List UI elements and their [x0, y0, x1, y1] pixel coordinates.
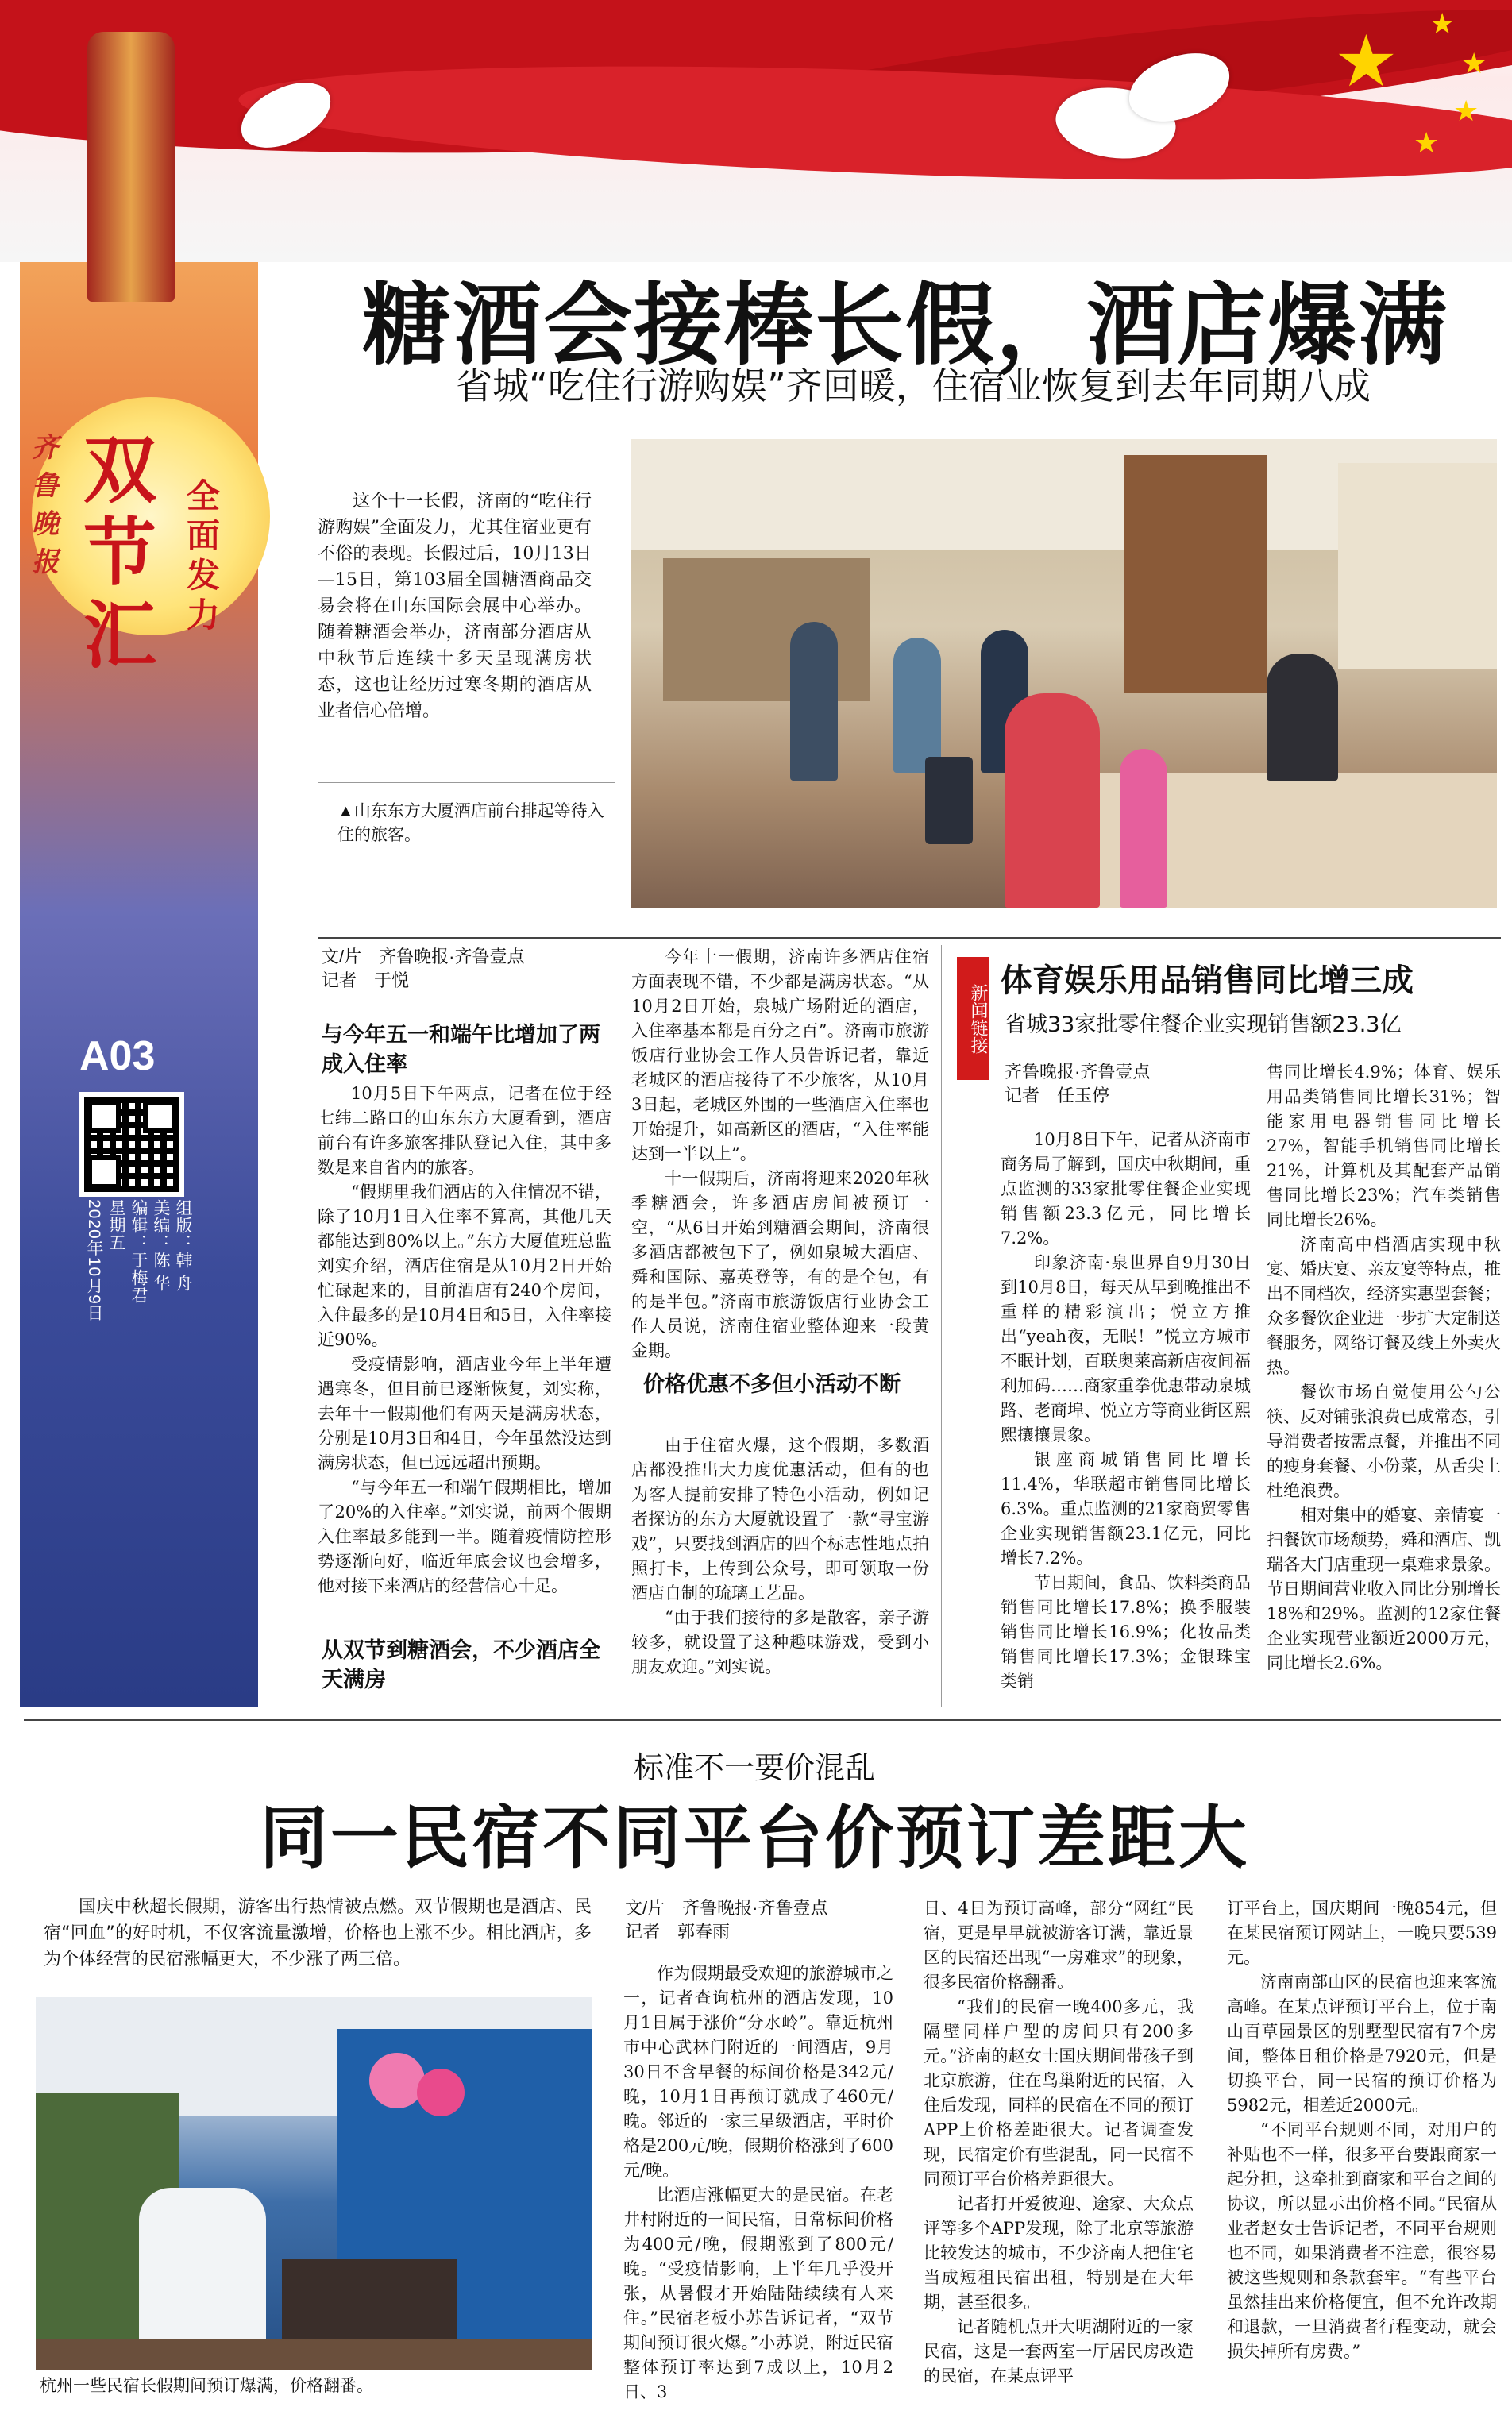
paragraph: 比酒店涨幅更大的是民宿。在老井村附近的一间民宿，日常标间价格为400元/晚，假期涨到了800元/晚。“受疫情影响，上半年几乎没开张，从暑假才开始陆陆续续有人来住。”民宿老板小苏告诉记者，“双节期间预订很火爆。”小苏说，附近民宿整体预订率达到7成以上，10月2日、3 [623, 2185, 893, 2401]
paragraph: 作为假期最受欢迎的旅游城市之一，记者查询杭州的酒店发现，10月1日属于涨价“分水岭”。靠近杭州市中心武林门附近的一间酒店，9月30日不含早餐的标间价格是342元/晚，10月1日再预订就成了460元/晚。邻近的一家三星级酒店，平时价格是200元/晚，假期价格涨到了600元/晚。 [623, 1964, 893, 2180]
story2-colA [1001, 1128, 1251, 1694]
flag-star-icon: ★ [1334, 20, 1398, 103]
column-divider [941, 945, 942, 1707]
hotel-lobby-photo [631, 439, 1497, 908]
story3-colA [623, 1961, 893, 2405]
byline-source: 文/片 齐鲁晚报·齐鲁壹点 [322, 947, 525, 966]
section-divider [24, 1719, 1501, 1721]
qr-code-icon[interactable] [79, 1092, 184, 1197]
story2-subheadline: 省城33家批零住餐企业实现销售额23.3亿 [1005, 1013, 1402, 1037]
credit-editor: 编辑：于梅君 [129, 1199, 148, 1304]
paragraph: 相对集中的婚宴、亲情宴一扫餐饮市场颓势，舜和酒店、凯瑞各大门店重现一桌难求景象。节日期间营业收入同比分别增长18%和29%。监测的12家住餐企业实现营业额近2000万元，同比增长2.6%。 [1267, 1506, 1501, 1672]
paragraph: 济南高中档酒店实现中秋宴、婚庆宴、亲友宴等特点，推出不同档次，经济实惠型套餐；众多餐饮企业进一步扩大定制送餐服务，网络订餐及线上外卖火热。 [1267, 1235, 1501, 1377]
intro-paragraph: 国庆中秋超长假期，游客出行热情被点燃。双节假期也是酒店、民宿“回血”的好时机，不仅客流量激增，价格也上涨不少。相比酒店，多为个体经营的民宿涨幅更大，不少涨了两三倍。 [44, 1897, 592, 1969]
photo-caption: 杭州一些民宿长假期间预订爆满，价格翻番。 [40, 2377, 373, 2395]
photo-caption: ▲山东东方大厦酒店前台排起等待入住的旅客。 [338, 802, 604, 844]
paragraph: “由于我们接待的多是散客，亲子游较多，就设置了这种趣味游戏，受到小朋友欢迎。”刘实说。 [631, 1608, 929, 1676]
paragraph: 售同比增长4.9%；体育、娱乐用品类销售同比增长31%；智能家用电器销售同比增长27%，智能手机销售同比增长21%，计算机及其配套产品销售同比增长23%；汽车类销售同比增长26%。 [1267, 1063, 1501, 1229]
lead-paragraph: 这个十一长假，济南的“吃住行游购娱”全面发力，尤其住宿业更有不俗的表现。长假过后，10月13日—15日，第103届全国糖酒商品交易会将在山东国际会展中心举办。随着糖酒会举办，济南部分酒店从中秋节后连续十多天呈现满房状态，这也让经历过寒冬期的酒店从业者信心倍增。 [318, 492, 592, 721]
paragraph: 记者打开爱彼迎、途家、大众点评等多个APP发现，除了北京等旅游比较发达的城市，不少济南人把住宅当成短租民宿出租，特别是在大年期，甚至很多。 [924, 2194, 1194, 2312]
paragraph: “假期里我们酒店的入住情况不错，除了10月1日入住率不算高，其他几天都能达到80%以上。”东方大厦值班总监刘实介绍，酒店住宿是从10月2日开始忙碌起来的，目前酒店有240个房间，入住最多的是10月4日和5日，入住率接近90%。 [318, 1182, 611, 1349]
section-divider [318, 937, 1501, 939]
paragraph: 受疫情影响，酒店业今年上半年遭遇寒冬，但目前已逐渐恢复，刘实称，去年十一假期他们有两天是满房状态，分别是10月3日和4日，今年虽然没达到满房状态，但已远远超出预期。 [318, 1355, 611, 1472]
paragraph: 今年十一假期，济南许多酒店住宿方面表现不错，不少都是满房状态。“从10月2日开始，泉城广场附近的酒店，入住率基本都是百分之百”。济南市旅游饭店行业协会工作人员告诉记者，靠近老城区的酒店接待了不少旅客，从10月3日起，老城区外围的一些酒店入住率也开始提升，如高新区的酒店，“入住率能达到一半以上”。 [631, 947, 929, 1163]
paragraph: 10月5日下午两点，记者在位于经七纬二路口的山东东方大厦看到，酒店前台有许多旅客排队登记入住，其中多数是来自省内的旅客。 [318, 1084, 611, 1177]
paragraph: 由于住宿火爆，这个假期，多数酒店都没推出大力度优惠活动，但有的也为客人提前安排了特色小活动，例如记者探访的东方大厦就设置了一款“寻宝游戏”，只要找到酒店的四个标志性地点拍照打卡，上传到公众号，即可领取一份酒店自制的琉璃工艺品。 [631, 1436, 929, 1603]
page-title: 糖酒会接棒长假，酒店爆满 [362, 274, 1448, 377]
paragraph: “与今年五一和端午假期相比，增加了20%的入住率。”刘实说，前两个假期入住率最多能到一半。随着疫情防控形势逐渐向好，临近年底会议也会增多，他对接下来酒店的经营信心十足。 [318, 1478, 611, 1595]
masthead-small: 齐鲁晚报 [32, 432, 59, 578]
flag-star-icon: ★ [1429, 8, 1456, 41]
flag-star-icon: ★ [1453, 95, 1479, 128]
byline-reporter: 记者 任玉停 [1005, 1086, 1110, 1105]
paragraph: 餐饮市场自觉使用公勺公筷、反对铺张浪费已成常态，引导消费者按需点餐，并推出不同的瘦身套餐、小份菜，从舌尖上杜绝浪费。 [1267, 1383, 1501, 1500]
story3-colB [924, 1896, 1194, 2389]
paragraph: 十一假期后，济南将迎来2020年秋季糖酒会，许多酒店房间被预订一空，“从6日开始到糖酒会期间，济南很多酒店都被包下了，例如泉城大酒店、舜和国际、嘉英登等，有的是全包，有的是半包。”济南市旅游饭店行业协会工作人员说，济南住宿业整体迎来一段黄金期。 [631, 1169, 929, 1360]
story2-colB [1267, 1060, 1501, 1676]
divider [318, 782, 615, 783]
story3-kicker: 标准不一要价混乱 [633, 1750, 875, 1785]
paragraph: “不同平台规则不同，对用户的补贴也不一样，很多平台要跟商家一起分担，这牵扯到商家和平台之间的协议，所以显示出价格不同。”民宿从业者赵女士告诉记者，不同平台规则也不同，如果消费者不注意，很容易被这些规则和条款套牢。“有些平台虽然挂出来价格便宜，但不允许改期和退款，一旦消费者行程变动，就会损失掉所有房费。” [1227, 2120, 1497, 2361]
byline-source: 齐鲁晚报·齐鲁壹点 [1005, 1062, 1151, 1082]
issue-date: 2020年10月9日 [85, 1199, 103, 1322]
paragraph: “我们的民宿一晚400多元，我隔壁同样户型的房间只有200多元。”济南的赵女士国庆期间带孩子到北京旅游，住在鸟巢附近的民宿，入住后发现，同样的民宿在不同的预订APP上价格差距很大。记者调查发现，民宿定价有些混乱，同一民宿不同预订平台价格差距很大。 [924, 1997, 1194, 2189]
homestay-courtyard-photo [36, 1997, 592, 2370]
paragraph: 印象济南·泉世界自9月30日到10月8日，每天从早到晚推出不重样的精彩演出；悦立方推出“yeah夜，无眠！”悦立方城市不眠计划，百联奥莱高新店夜间福利加码……商家重拳优惠带动泉城路、老商埠、悦立方等商业街区熙熙攘攘景象。 [1001, 1253, 1251, 1445]
weekday: 星期五 [107, 1199, 125, 1252]
paragraph: 日、4日为预订高峰，部分“网红”民宿，更是早早就被游客订满，靠近景区的民宿还出现“一房难求”的现象，很多民宿价格翻番。 [924, 1899, 1194, 1992]
byline-reporter: 记者 郭春雨 [625, 1922, 731, 1942]
paragraph: 订平台上，国庆期间一晚854元，但在某民宿预订网站上，一晚只要539元。 [1227, 1899, 1497, 1967]
credit-layout: 组版：韩 舟 [174, 1199, 192, 1292]
story1-col1 [318, 1082, 611, 1599]
byline [625, 1896, 927, 1944]
byline-reporter: 记者 于悦 [322, 970, 410, 990]
credit-design: 美编：陈 华 [152, 1199, 170, 1292]
huabiao-pillar-icon [87, 32, 175, 302]
byline [1005, 1060, 1243, 1108]
story1-col2b [631, 1433, 929, 1680]
subhead: 从双节到糖酒会，不少酒店全天满房 [322, 1638, 600, 1692]
flag-star-icon: ★ [1461, 48, 1487, 80]
subhead: 与今年五一和端午比增加了两成入住率 [322, 1023, 600, 1077]
paragraph: 银座商城销售同比增长11.4%，华联超市销售同比增长6.3%。重点监测的21家商贸零售企业实现销售额23.1亿元，同比增长7.2%。 [1001, 1450, 1251, 1568]
paragraph: 记者随机点开大明湖附近的一家民宿，这是一套两室一厅居民房改造的民宿，在某点评平 [924, 2317, 1194, 2386]
story3-colC [1227, 1896, 1497, 2364]
section-title: 双节汇 [83, 427, 157, 678]
story2-headline: 体育娱乐用品销售同比增三成 [1001, 962, 1414, 999]
story3-headline: 同一民宿不同平台价预订差距大 [260, 1799, 1249, 1878]
section-slogan: 全面发力 [187, 476, 221, 635]
paragraph: 10月8日下午，记者从济南市商务局了解到，国庆中秋期间，重点监测的33家批零住餐企业实现销售额23.3亿元，同比增长7.2%。 [1001, 1130, 1251, 1248]
story1-col2 [631, 945, 929, 1364]
news-link-badge: 新闻链接 [957, 957, 989, 1080]
story3-intro [44, 1894, 592, 1973]
paragraph: 节日期间，食品、饮料类商品销售同比增长17.8%；换季服装销售同比增长16.9%；化妆品类销售同比增长17.3%；金银珠宝类销 [1001, 1573, 1251, 1691]
byline [322, 945, 623, 993]
byline-source: 文/片 齐鲁晚报·齐鲁壹点 [625, 1898, 828, 1918]
story1-lead [318, 488, 592, 724]
paragraph: 济南南部山区的民宿也迎来客流高峰。在某点评预订平台上，位于南山百草园景区的别墅型民宿有7个房间，整体日租价格是7920元，但是切换平台，同一民宿的预订价格为5982元，相差近2000元。 [1227, 1973, 1497, 2115]
flag-star-icon: ★ [1414, 127, 1440, 160]
page-subtitle: 省城“吃住行游购娱”齐回暖，住宿业恢复到去年同期八成 [456, 365, 1371, 407]
subhead: 价格优惠不多但小活动不断 [643, 1372, 901, 1397]
page-number: A03 [79, 1033, 156, 1079]
top-banner [0, 0, 1512, 262]
